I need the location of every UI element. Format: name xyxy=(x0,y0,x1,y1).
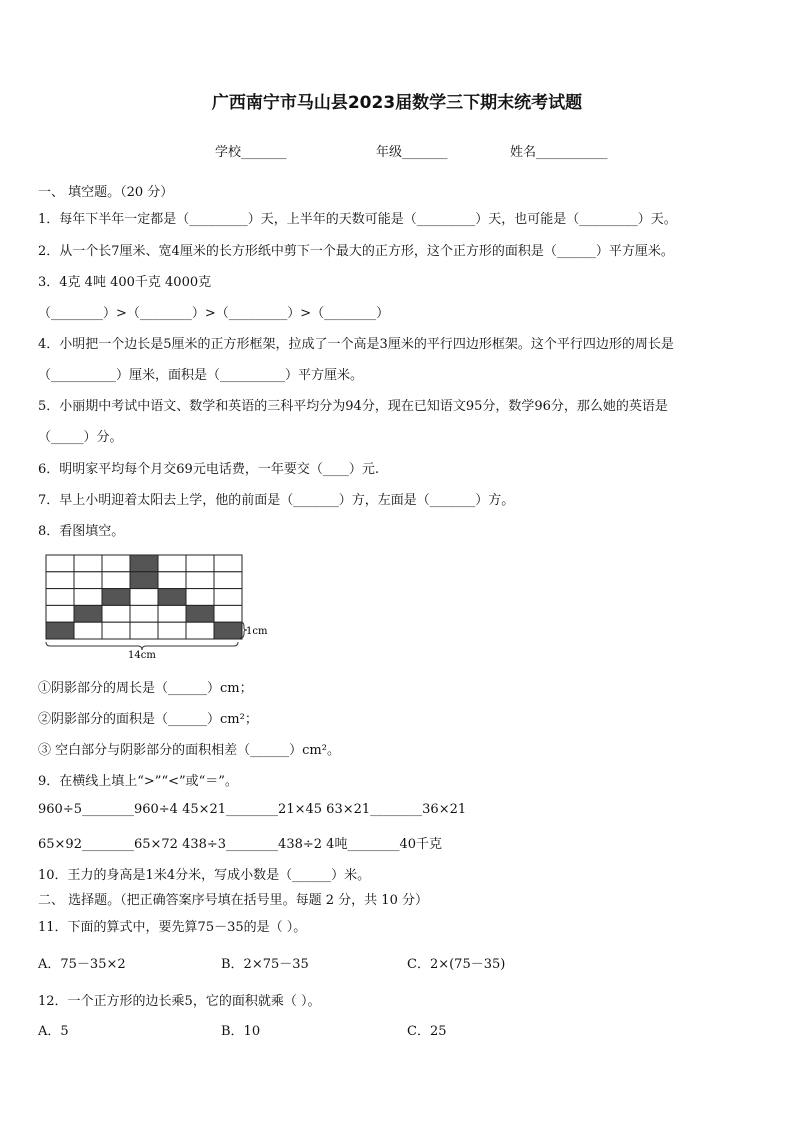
grid-cell xyxy=(74,555,102,572)
question-4-blanks: （__________）厘米，面积是（__________）平方厘米。 xyxy=(38,368,364,383)
grid-cell xyxy=(74,589,102,606)
grid-cell xyxy=(46,605,74,622)
q11-option-c[interactable]: C．2×(75－35) xyxy=(407,957,506,972)
question-3-blanks: （________）>（________）>（_________）>（________） xyxy=(38,306,390,321)
grid-figure xyxy=(42,552,282,664)
q12-option-a[interactable]: A．5 xyxy=(38,1024,69,1039)
question-8: 8．看图填空。 xyxy=(38,524,125,539)
grid-cell xyxy=(158,572,186,589)
grid-cell xyxy=(158,555,186,572)
grid-cell xyxy=(186,589,214,606)
grid-cell xyxy=(46,555,74,572)
grid-cell xyxy=(102,622,130,639)
question-4: 4．小明把一个边长是5厘米的正方形框架，拉成了一个高是3厘米的平行四边形框架。这个平行四边形的周长是 xyxy=(38,337,674,352)
question-6: 6．明明家平均每个月交69元电话费，一年要交（____）元. xyxy=(38,462,379,477)
q11-option-b[interactable]: B．2×75－35 xyxy=(221,957,309,972)
school-field[interactable]: 学校_______ xyxy=(215,145,287,160)
section-heading-choice: 二、 选择题。（把正确答案序号填在括号里。每题 2 分，共 10 分） xyxy=(38,893,428,908)
shaded-cell xyxy=(102,589,130,606)
grid-cell xyxy=(214,589,242,606)
grid-cell xyxy=(214,572,242,589)
q12-option-c[interactable]: C．25 xyxy=(407,1024,447,1039)
grid-cell xyxy=(102,605,130,622)
question-11: 11．下面的算式中，要先算75－35的是（ ）。 xyxy=(38,920,307,935)
question-3: 3．4克 4吨 400千克 4000克 xyxy=(38,275,212,290)
question-8-part-3: ③ 空白部分与阴影部分的面积相差（______）cm²。 xyxy=(38,743,340,758)
grid-cell xyxy=(158,605,186,622)
grid-cell xyxy=(130,622,158,639)
shaded-cell xyxy=(214,622,242,639)
question-10: 10．王力的身高是1米4分米，写成小数是（______）米。 xyxy=(38,868,371,883)
q12-option-b[interactable]: B．10 xyxy=(221,1024,261,1039)
grid-cell xyxy=(186,555,214,572)
shaded-cell xyxy=(46,622,74,639)
grid-cell xyxy=(102,555,130,572)
question-5: 5．小丽期中考试中语文、数学和英语的三科平均分为94分，现在已知语文95分，数学96分，那么她的英语是 xyxy=(38,399,668,414)
grid-cell xyxy=(130,605,158,622)
question-12: 12．一个正方形的边长乘5，它的面积就乘（ ）。 xyxy=(38,994,321,1009)
page-title: 广西南宁市马山县2023届数学三下期末统考试题 xyxy=(211,93,583,113)
grid-cell xyxy=(74,622,102,639)
grid-cell xyxy=(130,589,158,606)
shaded-cell xyxy=(158,589,186,606)
shaded-cell xyxy=(74,605,102,622)
question-1: 1．每年下半年一定都是（_________）天，上半年的天数可能是（_________）天，也可能是（_________）天。 xyxy=(38,212,677,227)
grid-cell xyxy=(158,622,186,639)
question-8-part-1: ①阴影部分的周长是（______）cm； xyxy=(38,681,253,696)
grid-cell xyxy=(186,572,214,589)
section-heading-fill: 一、 填空题。（20 分） xyxy=(38,185,174,200)
question-9-row-2: 65×92________65×72 438÷3________438÷2 4吨________40千克 xyxy=(38,837,442,852)
grid-cell xyxy=(102,572,130,589)
shaded-cell xyxy=(130,572,158,589)
question-9-row-1: 960÷5________960÷4 45×21________21×45 63×21________36×21 xyxy=(38,802,467,817)
grid-cell xyxy=(46,572,74,589)
side-label: 1cm xyxy=(246,626,268,637)
grid-cell xyxy=(74,572,102,589)
grade-field[interactable]: 年级_______ xyxy=(376,145,448,160)
grid-cell xyxy=(214,555,242,572)
shaded-cell xyxy=(130,555,158,572)
question-8-part-2: ②阴影部分的面积是（______）cm²； xyxy=(38,712,258,727)
shaded-cell xyxy=(186,605,214,622)
grid-cell xyxy=(214,605,242,622)
name-field[interactable]: 姓名___________ xyxy=(510,145,608,160)
question-2: 2．从一个长7厘米、宽4厘米的长方形纸中剪下一个最大的正方形，这个正方形的面积是（______）平方厘米。 xyxy=(38,244,674,259)
bottom-label: 14cm xyxy=(128,650,156,661)
grid-cell xyxy=(46,589,74,606)
question-7: 7．早上小明迎着太阳去上学，他的前面是（_______）方，左面是（_______）方。 xyxy=(38,493,515,508)
q11-option-a[interactable]: A．75－35×2 xyxy=(38,957,126,972)
question-5-blanks: （_____）分。 xyxy=(38,430,123,445)
question-9: 9．在横线上填上“>”“<”或“＝”。 xyxy=(38,774,238,789)
grid-cell xyxy=(186,622,214,639)
bottom-brace xyxy=(46,642,238,650)
